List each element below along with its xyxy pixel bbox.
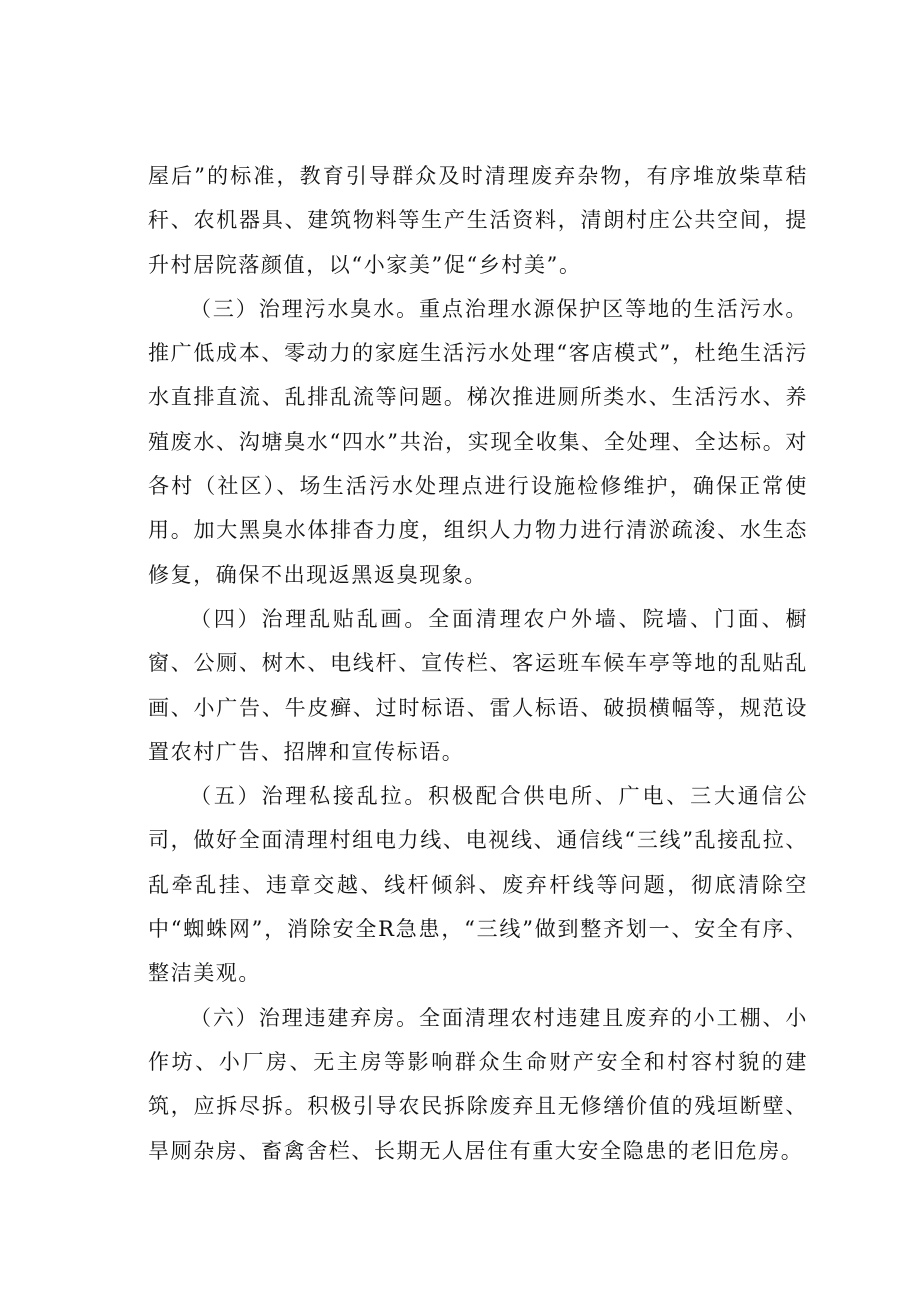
paragraph-illegal-buildings: （六）治理违建弃房。全面清理农村违建且废弃的小工棚、小作坊、小厂房、无主房等影响群众生命财产安全和村容村貌的建筑，应拆尽拆。积极引导农民拆除废弃且无修缮价值的残垣断壁、旱厕杂房、畜禽舍栏、长期无人居住有重大安全隐患的老旧危房。 — [148, 1005, 808, 1163]
paragraph-wiring: （五）治理私接乱拉。积极配合供电所、广电、三大通信公司，做好全面清理村组电力线、电视线、通信线“三线”乱接乱拉、乱牵乱挂、违章交越、线杆倾斜、废弃杆线等问题，彻底清除空中“蜘蛛网”，消除安全R急患，“三线”做到整齐划一、安全有序、整洁美观。 — [148, 784, 808, 986]
document-body — [148, 154, 808, 1173]
paragraph-sewage: （三）治理污水臭水。重点治理水源保护区等地的生活污水。推广低成本、零动力的家庭生活污水处理“客店模式”，杜绝生活污水直排直流、乱排乱流等问题。梯次推进厕所类水、生活污水、养殖废水、沟塘臭水“四水”共治，实现全收集、全处理、全达标。对各村（社区）、场生活污水处理点进行设施检修维护，确保正常使用。加大黑臭水体排杳力度，组织人力物力进行清淤疏浚、水生态修复，确保不出现返黑返臭现象。 — [148, 296, 808, 587]
paragraph-continuation: 屋后”的标准，教育引导群众及时清理废弃杂物，有序堆放柴草秸秆、农机器具、建筑物料等生产生活资料，清朗村庄公共空间，提升村居院落颜值，以“小家美”促“乡村美”。 — [148, 164, 808, 277]
paragraph-graffiti: （四）治理乱贴乱画。全面清理农户外墙、院墙、门面、橱窗、公厕、树木、电线杆、宣传栏、客运班车候车亭等地的乱贴乱画、小广告、牛皮癣、过时标语、雷人标语、破损横幅等，规范设置农村广告、招牌和宣传标语。 — [148, 606, 808, 764]
